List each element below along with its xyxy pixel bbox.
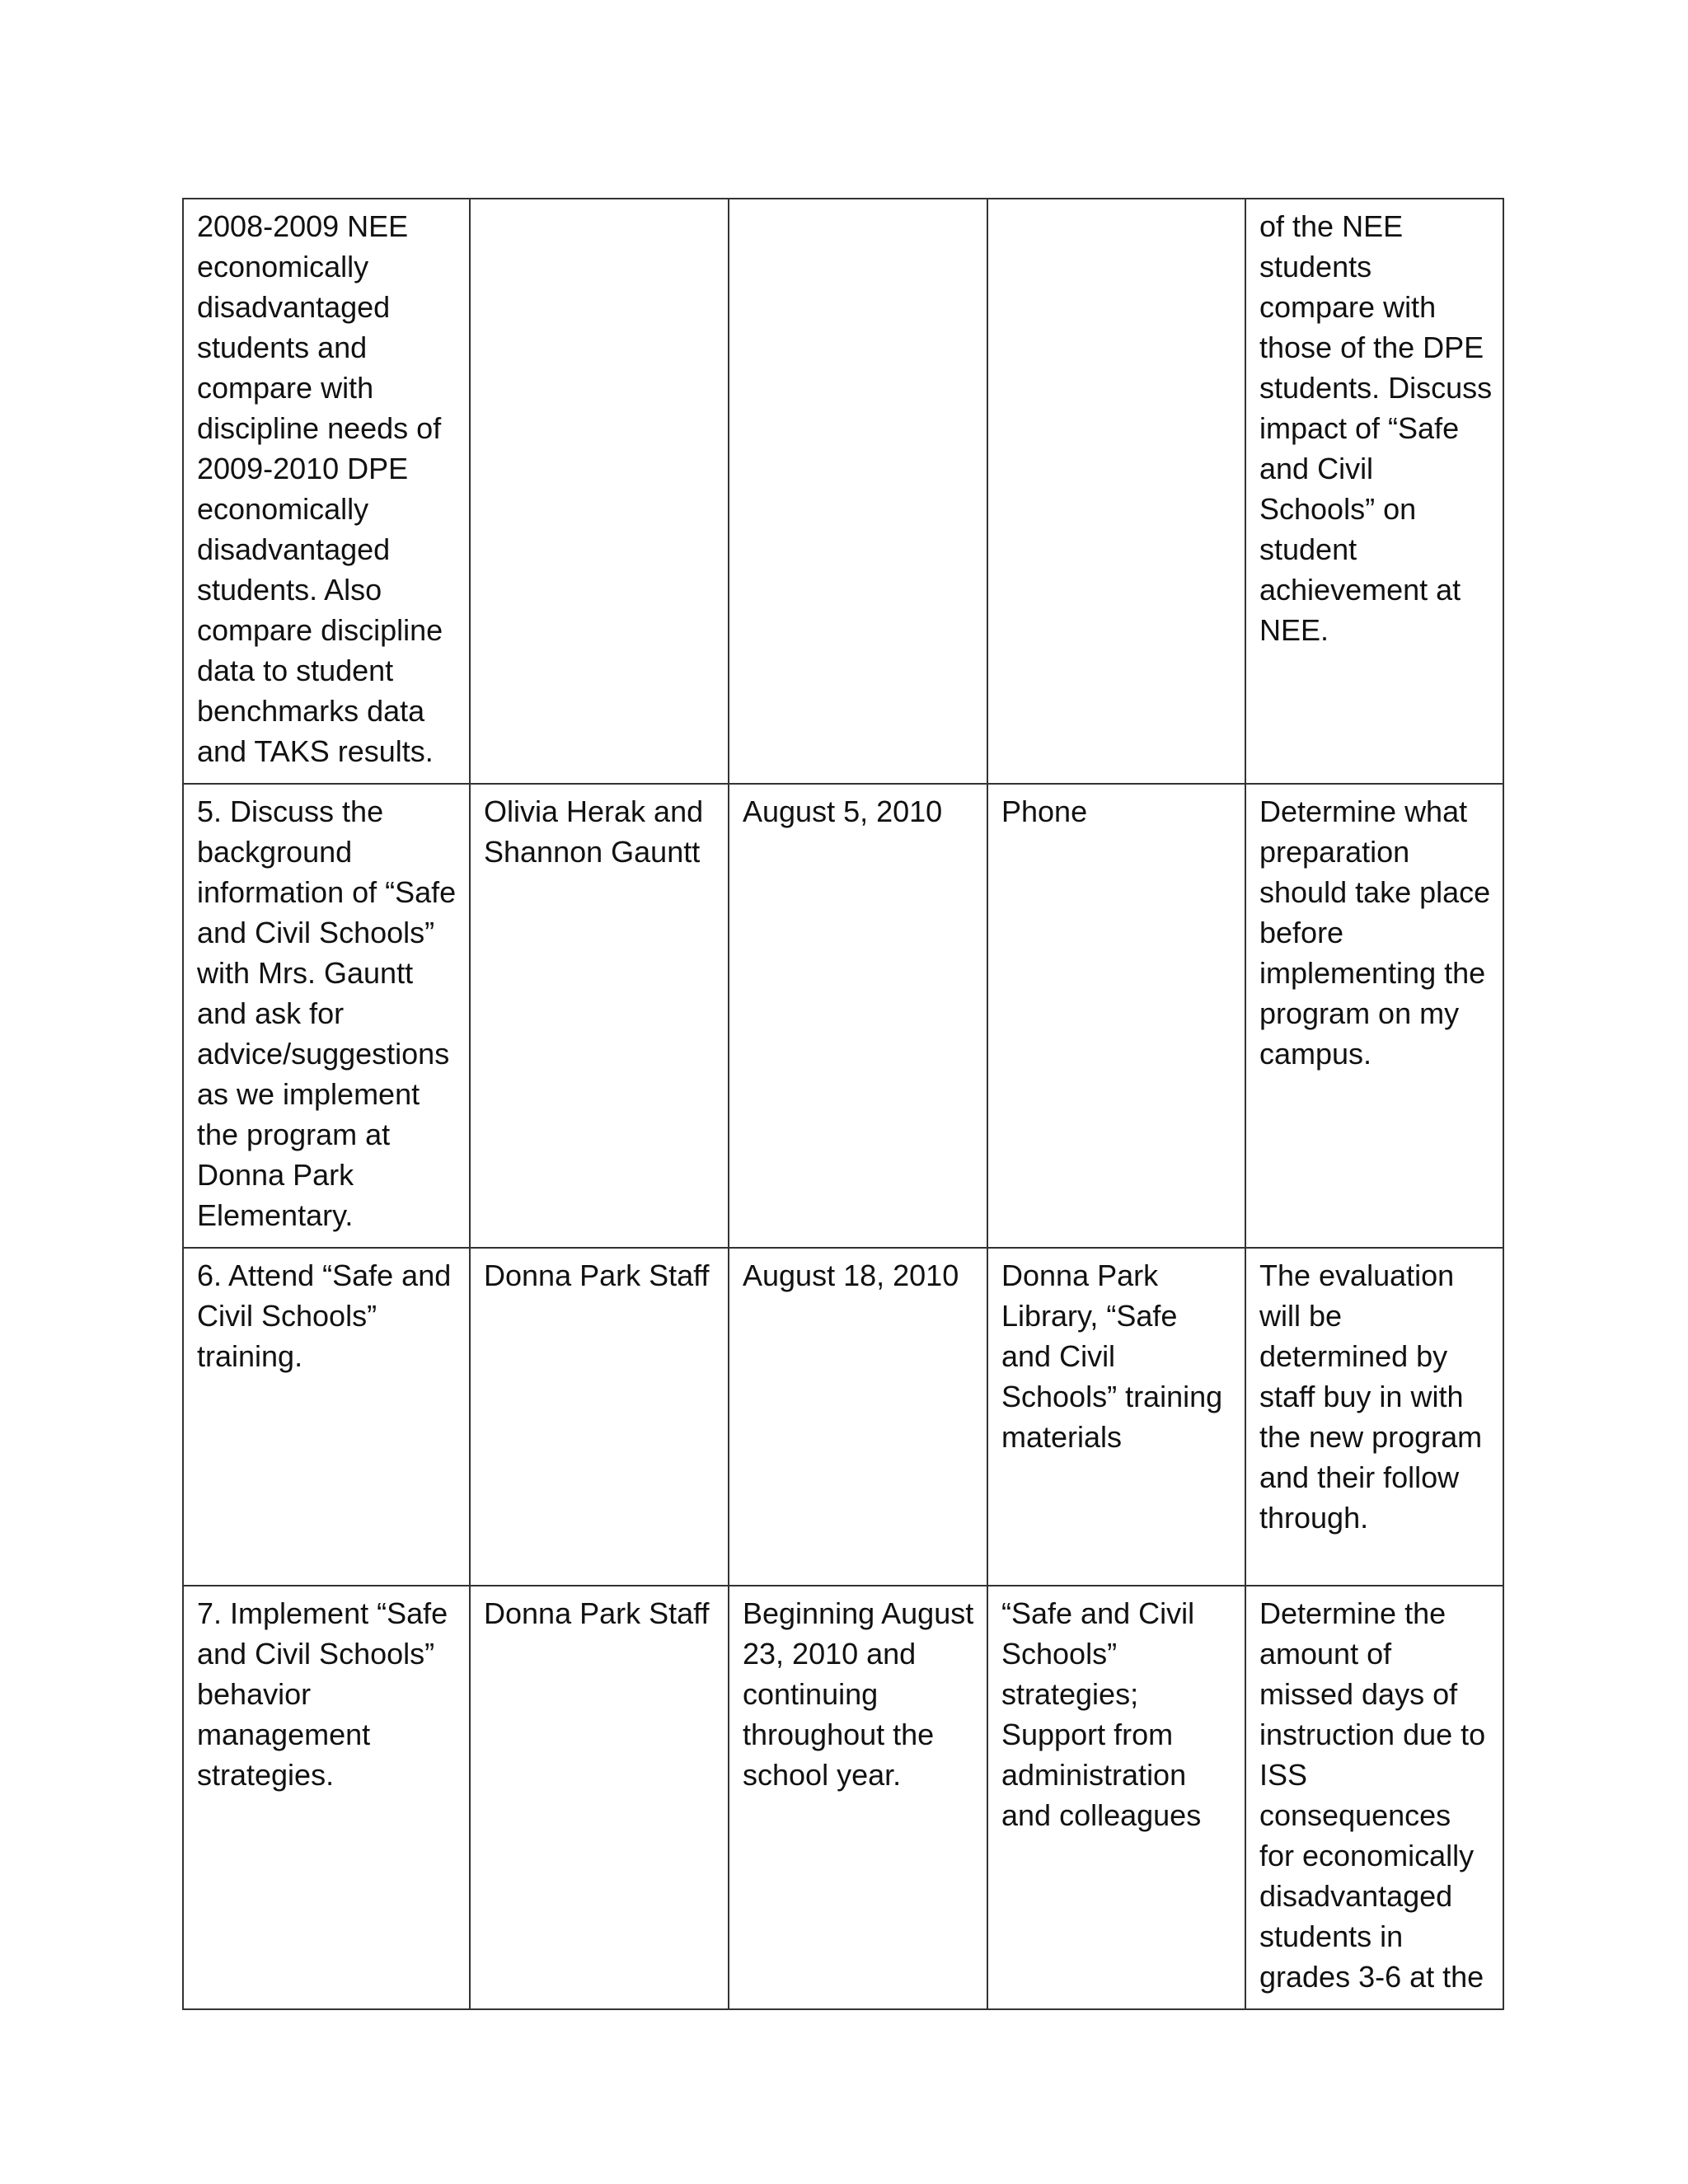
table-cell-resources — [987, 1248, 1245, 1586]
cell-text: The evaluation will be determined by staff buy in with the new program and their follow through. — [1259, 1258, 1483, 1535]
table-cell-timeline — [729, 199, 987, 784]
cell-text: Determine the amount of missed days of instruction due to ISS consequences for economically disadvantaged students in grades 3-6 at the — [1259, 1596, 1486, 1994]
cell-text: Donna Park Library, “Safe and Civil Schools” training materials — [1001, 1258, 1223, 1454]
cell-text: August 18, 2010 — [743, 1258, 959, 1292]
cell-text: Beginning August 23, 2010 and continuing throughout the school year. — [743, 1596, 974, 1792]
table-cell-resources — [987, 1586, 1245, 2009]
table-cell-persons — [470, 784, 729, 1248]
table-cell-evaluation — [1245, 1586, 1503, 2009]
table-cell-persons — [470, 1248, 729, 1586]
cell-text: 2008-2009 NEE economically disadvantaged students and compare with discipline needs of 2009-2010 DPE economically disadvantaged students. Also compare discipline data to student benchmarks data and TAKS results. — [197, 209, 443, 768]
table-cell-persons — [470, 1586, 729, 2009]
cell-text: Donna Park Staff — [484, 1596, 710, 1630]
cell-text: Determine what preparation should take place before implementing the program on my campus. — [1259, 794, 1491, 1071]
cell-text: 7. Implement “Safe and Civil Schools” behavior management strategies. — [197, 1596, 448, 1792]
table-row — [183, 1248, 1503, 1586]
table-cell-timeline — [729, 784, 987, 1248]
table-cell-timeline — [729, 1586, 987, 2009]
cell-text: “Safe and Civil Schools” strategies; Support from administration and colleagues — [1001, 1596, 1202, 1832]
cell-text: of the NEE students compare with those of the DPE students. Discuss impact of “Safe and Civil Schools” on student achievement at NEE. — [1259, 209, 1493, 647]
table-cell-activity — [183, 1248, 470, 1586]
cell-text: Phone — [1001, 794, 1088, 828]
cell-text: August 5, 2010 — [743, 794, 943, 828]
table-cell-resources — [987, 784, 1245, 1248]
cell-text: 5. Discuss the background information of “Safe and Civil Schools” with Mrs. Gauntt and ask for advice/suggestions as we implement the program at Donna Park Elementary. — [197, 794, 457, 1232]
table-cell-evaluation — [1245, 784, 1503, 1248]
table-cell-activity — [183, 1586, 470, 2009]
table-cell-activity — [183, 199, 470, 784]
action-plan-table — [182, 198, 1504, 2010]
table-cell-persons — [470, 199, 729, 784]
cell-text: Olivia Herak and Shannon Gauntt — [484, 794, 704, 869]
table-cell-activity — [183, 784, 470, 1248]
cell-text: 6. Attend “Safe and Civil Schools” training. — [197, 1258, 452, 1373]
table-cell-evaluation — [1245, 199, 1503, 784]
table-cell-timeline — [729, 1248, 987, 1586]
table-row — [183, 784, 1503, 1248]
table-row — [183, 199, 1503, 784]
cell-text: Donna Park Staff — [484, 1258, 710, 1292]
table-row — [183, 1586, 1503, 2009]
table-cell-resources — [987, 199, 1245, 784]
table-cell-evaluation — [1245, 1248, 1503, 1586]
